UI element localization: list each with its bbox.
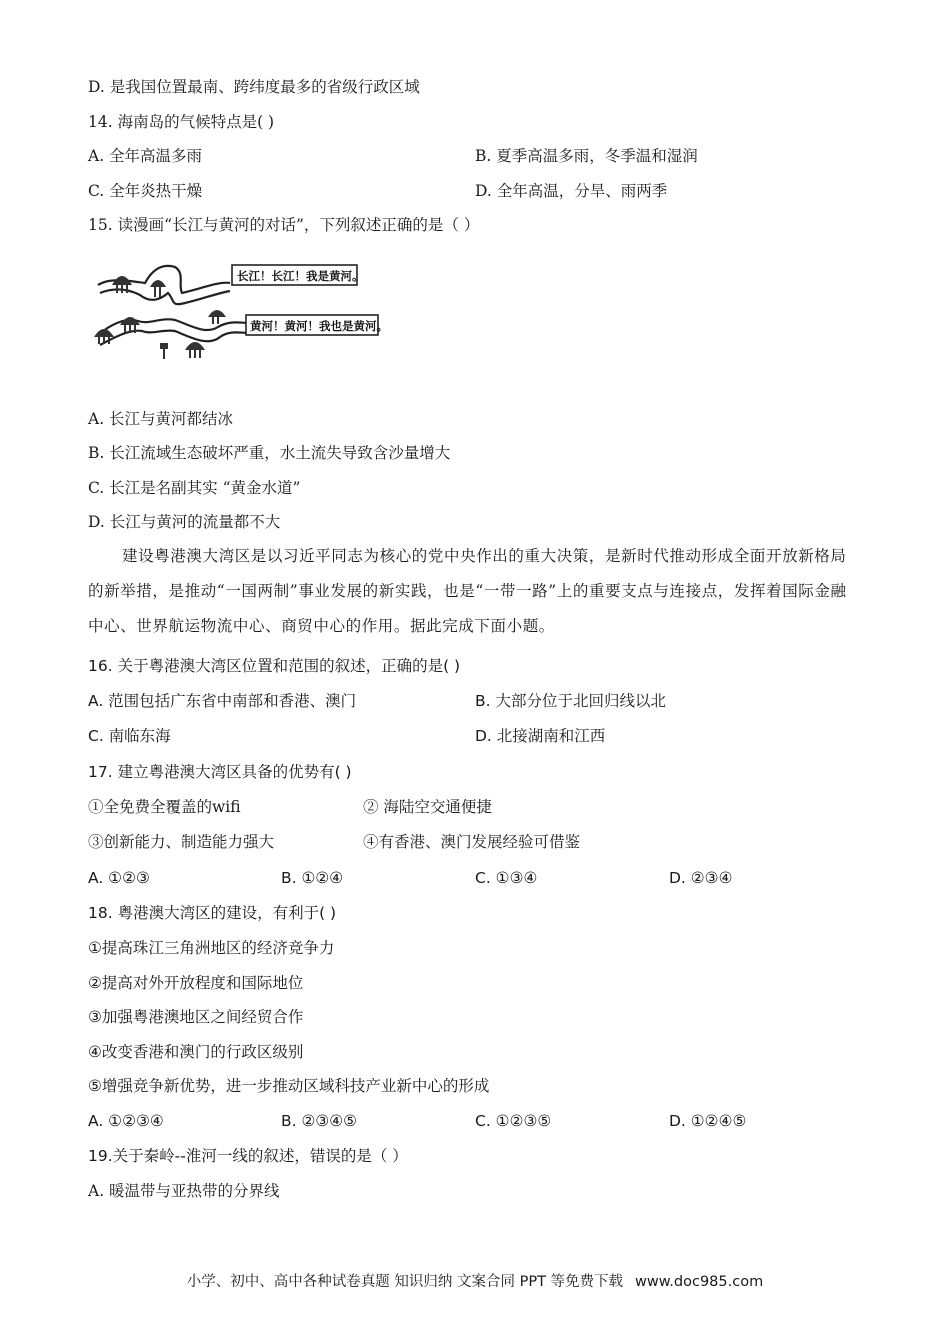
q17-statement-1: ①全免费全覆盖的wifi: [88, 798, 241, 816]
bubble-yellow-text: 黄河！黄河！我也是黄河。: [250, 319, 388, 333]
q18-statement-3: ③加强粤港澳地区之间经贸合作: [88, 1008, 304, 1026]
q17-stem: 17. 建立粤港澳大湾区具备的优势有( ): [88, 763, 352, 781]
q14-stem: 14. 海南岛的气候特点是( ): [88, 113, 275, 131]
q18-option-c: C. ①②③⑤: [475, 1112, 552, 1130]
q13-option-d: D. 是我国位置最南、跨纬度最多的省级行政区域: [88, 78, 420, 96]
q15-stem: 15. 读漫画“长江与黄河的对话”，下列叙述正确的是（ ）: [88, 216, 480, 234]
q15-option-b: B. 长江流域生态破坏严重，水土流失导致含沙量增大: [88, 444, 451, 462]
q18-option-a: A. ①②③④: [88, 1112, 164, 1130]
q18-option-b: B. ②③④⑤: [281, 1112, 358, 1130]
footer-text: 小学、初中、高中各种试卷真题 知识归纳 文案合同 PPT 等免费下载: [186, 1274, 624, 1290]
q17-statement-3: ③创新能力、制造能力强大: [88, 833, 275, 851]
q18-stem: 18. 粤港澳大湾区的建设，有利于( ): [88, 904, 337, 922]
q14-option-b: B. 夏季高温多雨，冬季温和湿润: [475, 147, 698, 165]
q18-statement-4: ④改变香港和澳门的行政区级别: [88, 1043, 304, 1061]
footer-link[interactable]: www.doc985.com: [635, 1274, 764, 1290]
q19-stem: 19.关于秦岭--淮河一线的叙述，错误的是（ ）: [88, 1147, 408, 1165]
q16-option-c: C. 南临东海: [88, 727, 171, 745]
q16-stem: 16. 关于粤港澳大湾区位置和范围的叙述，正确的是( ): [88, 657, 461, 675]
q18-statement-5: ⑤增强竞争新优势，进一步推动区域科技产业新中心的形成: [88, 1077, 490, 1095]
q16-option-b: B. 大部分位于北回归线以北: [475, 692, 666, 710]
q14-option-c: C. 全年炎热干燥: [88, 182, 203, 200]
q17-option-c: C. ①③④: [475, 869, 538, 887]
q16-option-d: D. 北接湖南和江西: [475, 727, 606, 745]
q17-option-d: D. ②③④: [669, 869, 733, 887]
q18-option-d: D. ①②④⑤: [669, 1112, 747, 1130]
q18-statement-2: ②提高对外开放程度和国际地位: [88, 974, 304, 992]
q15-option-a: A. 长江与黄河都结冰: [88, 410, 234, 428]
q18-statement-1: ①提高珠江三角洲地区的经济竞争力: [88, 939, 335, 957]
q16-option-a: A. 范围包括广东省中南部和香港、澳门: [88, 692, 357, 710]
bubble-yangtze-text: 长江！长江！我是黄河。: [237, 269, 364, 283]
reading-passage: 建设粤港澳大湾区是以习近平同志为核心的党中央作出的重大决策，是新时代推动形成全面开放新格局的新举措，是推动“一国两制”事业发展的新实践，也是“一带一路”上的重要支点与连接点，发挥着国际金融中心、世界航运物流中心、商贸中心的作用。据此完成下面小题。: [88, 547, 847, 635]
q17-option-a: A. ①②③: [88, 869, 150, 887]
q19-option-a: A. 暖温带与亚热带的分界线: [88, 1182, 280, 1200]
footer: [0, 1270, 950, 1291]
q14-option-d: D. 全年高温，分旱、雨两季: [475, 182, 668, 200]
q14-option-a: A. 全年高温多雨: [88, 147, 203, 165]
q17-statement-2: ② 海陆空交通便捷: [363, 798, 492, 816]
q17-option-b: B. ①②④: [281, 869, 344, 887]
q15-option-c: C. 长江是名副其实 “黄金水道”: [88, 479, 301, 497]
q17-statement-4: ④有香港、澳门发展经验可借鉴: [363, 833, 581, 851]
river-dialogue-cartoon: [90, 255, 390, 380]
q15-option-d: D. 长江与黄河的流量都不大: [88, 513, 281, 531]
